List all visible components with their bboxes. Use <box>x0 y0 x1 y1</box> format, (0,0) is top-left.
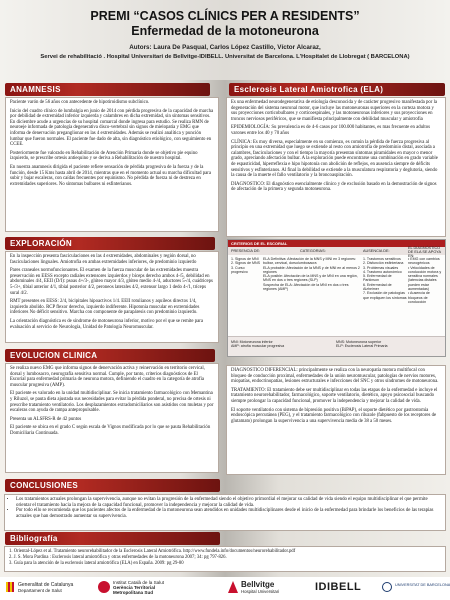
logo-ics-text: Institut Català de la Salut <box>113 580 165 585</box>
diagnostico-paragraph: DIAGNOSTICO DIFERENCIAL: principalmente se realiza con la neuropatía motora multifocal con bloqueo de conducción proximal, enfermedades de la unión neuromuscular, patologías de nervios motores, miopatías, endocrinopatías, lesiones estructurales e infecciones del SNC y otros síndromes de motoneurona. <box>231 368 439 385</box>
exploracion-paragraph: RMT presentes en EESS: 2/4, bicipitales hipoactivos 1/4. EEII rotulianos y aquíleos directos 1/4, izquierdo abolido. RCP flexor derecho, izquierdo indiferente. Hipotonía muscular en extremidades inferiores No déficit sensitivo. Marcha con componente de parapáresis con predominio izquierdo. <box>10 299 200 316</box>
esclerosis-box <box>226 97 446 237</box>
authors: Autors: Laura De Pasqual, Carlos López Castillo, Víctor Alcaraz, <box>129 44 321 51</box>
logo-idibell-text: IDIBELL <box>315 581 362 593</box>
esclerosis-paragraph: CLÍNICA: Es muy diversa, especialmente en su comienzo, es común la pérdida de fuerza progresiva al principio en una extremidad que luego se extiende al resto con amiotrofia de predominio distal, asociada a calambres, fasciculaciones y con el tiempo la mayoría presentan síntomas piramidales en mayor o menor grado, apreciando afectación bulbar. A la exploración puede encontrarse una combinación en grado variable de espasticidad, hiperreflexia e hipo hipotonía con abolición de reflejos, en ausencia siempre de déficits sensitivos y esfinterianos. Al final la debilidad se extiende a la musculatura respiratoria y deglutoria, siendo la causa de la muerte el fallo ventilatorio y la broncoaspiración. <box>231 139 438 179</box>
exploracion-paragraph: La orientación diagnóstica es de síndrome de motoneurona inferior, motivo por el que se remite para evaluación al servicio de Neurología, Unidad de Patología Neuromuscular. <box>10 318 203 330</box>
ub-seal-icon <box>382 582 392 592</box>
exploracion-paragraph: Pares craneales normofuncionantes. El examen de la fuerza muscular de las extremidades muestra preservación en EESS excepto radiales extensores izquierdos y bíceps derecho ambos 4-/5, debilidad en abdominales 4/4, EEII (D/I): psoas 4+/3-, glúteo mayor 4/3, glúteo medio 4-/4, aductores 5-/4, cuádriceps 5-/3+, tibial anterior 4/1, tibial posterior 4/2, peroneos laterales 4/2, extensor largo 1 dedo 4-/1, tríceps sural 4/2. <box>10 268 213 296</box>
logo-bellvitge-sub: Hospital Universitari <box>241 589 280 594</box>
anamnesis-paragraph: En nuestra anamnesis dirigida el paciente refiere sensación de pérdida progresiva de la fuerza y de la función, desde 15 Kms hasta abril de 2014, mientras que en el momento actual su marcha dificultad para subir y bajar escaleras, con caídas frecuentes por equinismo. No pérdida de fuerza ni de destreza en extremidades superiores. No síntomas bulbares ni esfinterianos. <box>10 164 212 187</box>
table-footnotes <box>228 336 445 357</box>
table-header-categorias: CATEGORIAS: <box>300 249 326 253</box>
bibliografia-box <box>4 546 446 572</box>
evolucion-paragraph: Presenta un ALSFRS-R de 42 puntos <box>10 416 82 422</box>
evolucion-paragraph: Se realiza nuevo EMG que informa signos de denervación activa y reinervación en territorio cervical, dorsal y lumbosacro, neurografía sensitiva normal. Cumple, por tanto, criterios diagnósticos de El Escorial para enfermedad primaria de neurona motora, definiendo el cuadro en la categoría de atrofia muscular progresiva (AMP). <box>10 366 205 388</box>
anamnesis-paragraph: Posteriormente fue valorado en Rehabilitación de Atención Primaria donde se objetivo pie equino izquierdo, se prescribe ortesis antiequino y se deriva a Rehabilitación de nuestro hospital. <box>10 150 198 162</box>
logo-generalitat-text: Generalitat de Catalunya <box>18 582 74 588</box>
diagnostico-paragraph: El soporte ventilatorio con sistema de bipresión positiva (BiPAP), el soporte dietético por gastrostomía endoscópica percutánea (PEG), y el tratamiento farmacológico con riluzole (fabpuesto de los receptores de glutamato) prolongan la supervivencia a una supervivencia media de 38 a 50 meses. <box>231 407 437 424</box>
diagnostico-paragraph: TRATAMIENTO: El tratamiento debe ser multidisciplinar en todas las etapas de la enfermedad e incluye el tratamiento neurorehabilitador, farmacológico, soporte ventilatorio, dietético, apoyo psicosocial buscando siempre prolongar la capacidad funcional, promover la independencia y mejorar la calidad de vida. <box>231 387 438 404</box>
table-cell-diagnostico: • EMG con cambios neurogénicos • Velocidades de conducción motora y sensitiva normales (latencias distales pueden estar aumentadas) • Ausencia de bloqueos de conducción <box>408 257 442 304</box>
logo-idibell <box>315 580 370 594</box>
section-heading-evolucion: EVOLUCION CLINICA <box>5 349 215 362</box>
logo-ub-text: UNIVERSITAT DE BARCELONA <box>395 583 450 587</box>
table-header-presencia: PRESENCIA DE: <box>231 249 261 253</box>
exploracion-box <box>5 251 219 343</box>
section-heading-conclusiones: CONCLUSIONES <box>5 479 220 492</box>
section-heading-esclerosis: Esclerosis Lateral Amiotrofica (ELA) <box>229 83 445 96</box>
conclusion-item: • Por todo ello se recomienda que los pacientes afectos de la enfermedad de la motoneurona sean atendidos en unidades multidisciplinares desde el inicio de la enfermedad para brindarle los beneficios de las terapias actuales que han demostrado aumentar su supervivencia. <box>16 508 441 519</box>
poster-header <box>0 0 450 80</box>
table-cell-categorias: ELA Definitiva: Afectación de la MNS y MNI en 3 regiones: bulbar, cervical, dorsolumbosacra ELA probable: Afectación de la MNS y de MNI en al menos 2 regiones ELA posible: Afectación de la MNS y de MNI en una región, MNS en dos o tres regiones (SLP) Sospecha de ELA: Afectación de la MNI en dos o tres regiones (AMP) <box>263 257 360 292</box>
section-heading-exploracion: EXPLORACIÓN <box>5 237 215 250</box>
table-header-row <box>228 246 445 258</box>
exploracion-paragraph: En la inspección presenta fasciculaciones en las 4 extremidades, abdominales y región dorsal, no fasciculaciones linguales. Amiotrofia en ambas extremidades inferiores, de predominio izquierdo <box>10 254 197 265</box>
table-header-ausencia: AUSENCIA DE: <box>363 249 390 253</box>
logo-ics-territorial: Gerència Territorial <box>113 585 156 590</box>
table-footnote-right: MNS: Motoneurona superior ELP: Esclerosis Lateral Primaria <box>336 340 388 349</box>
bibliography-item: 1. Oriental-López et al. Tratamiento neurorehabilitador de la Esclerosis Lateral Amiotrófica. http://www.fundela.info/documentos/neurorehabilitador.pdf <box>9 549 296 554</box>
bellvitge-mark-icon <box>228 581 238 593</box>
table-title: CRITERIOS DE EL ESCORIAL <box>228 240 445 247</box>
affiliation: Servei de rehabilitació . Hospital Universitari de Bellvitge-IDIBELL. Universitat de Barcelona. L'Hospitalet de Llobregat ( BARCELONA) <box>40 54 410 60</box>
anamnesis-paragraph: Paciente varón de 56 años con antecedente de hipotiroidismo subclínico. <box>10 100 150 105</box>
footer-logos <box>0 577 450 600</box>
evolucion-paragraph: El paciente es valorado en la unidad multidisciplinar. Se inicia tratamiento farmacológico con Memantina y Riluzol, se pauta dieta ajustada sus necesidades para evitar la pérdida ponderal, no precisa de ortesis ni prescribe tratamiento ventilatorio. Los desplazamientos extradomiciliarios son asistidos con muletas y por escaleras con ayuda de rampa antepropulsable. <box>10 391 214 414</box>
section-heading-anamnesis: ANAMNESIS <box>5 83 210 96</box>
ics-mark-icon <box>98 581 110 593</box>
poster-subtitle: Enfermedad de la motoneurona <box>131 24 319 38</box>
catalonia-flag-icon <box>6 582 14 592</box>
esclerosis-paragraph: EPIDEMIOLOGÍA: Su prevalencia es de 4-6 casos por 100.000 habitantes, es mas frecuente en adultos varones entre los 40 y 70 años <box>231 125 431 136</box>
logo-bellvitge-text: Bellvitge <box>241 580 275 589</box>
evolucion-paragraph: El paciente se ubica en el grado C según escala de Vignos modificada por lo que se pauta Rehabilitación Domiciliaria Continuada. <box>10 425 211 436</box>
logo-generalitat-dept: Departament de Salut <box>18 588 62 593</box>
bibliography-item: 2. J. S. Mora Pardina : Esclerosis lateral amiotrófica y otras enfermedades de la motoneurona 2007; 34: pg 797-826. <box>9 555 227 561</box>
esclerosis-paragraph: Es una enfermedad neurodegenerativa de etiología desconocida y de carácter progresivo manifestada por la degeneración del sistema neuronal motor, que incluye las motoneuronas superiores en la corteza motora y sus proyecciones corticobulbares y corticoespinales, y las motoneuronas inferiores y sus proyecciones en troncos nerviosos periféricos, que se manifiesta principalmente con debilidad muscular y amiotrofia <box>231 100 438 122</box>
table-cell-presencia: 1. Signos de MNI 2. Signos de MNS 3. Curso progresivo <box>231 257 260 274</box>
poster-title: PREMI “CASOS CLÍNICS PER A RESIDENTS” <box>90 9 360 23</box>
bibliography-item: 3. Guía para la atención de la esclerosis lateral amiotrófica (ELA) en España. 2009: pg 29-80 <box>9 561 184 567</box>
table-header-diagnostico: EL DIAGNÓSTICO DE ELA SE APOYA EN: <box>408 246 441 258</box>
table-cell-ausencia: 1. Trastornos sensitivos 2. Disfunción esfinteriana 3. Problemas visuales 4. Trastorno autonómico 5. Enfermedad de Parkinson 6. Enfermedad de Alzheimer 7. Exclusión de patologías que expliquen los síntomas <box>363 257 407 300</box>
conclusiones-box <box>4 494 446 531</box>
logo-ics-metropolitana: Metropolitana Sud <box>113 590 154 595</box>
evolucion-box <box>5 363 219 473</box>
el-escorial-criteria-table <box>227 239 446 357</box>
esclerosis-paragraph: DIAGNOSTICO: El diagnóstico esencialmente clínico y de exclusión basado en la demostración de signos de afectación de la primera y segunda motoneurona. <box>231 181 437 193</box>
anamnesis-box <box>5 97 219 232</box>
diagnostico-box <box>226 365 446 475</box>
anamnesis-paragraph: Inicio del cuadro clínico de lumbalgia en junio de 2014 con pérdida progresiva de la capacidad de marcha por debilidad de extremidad inferior izquierda y calambres en dicha extremidad, sin síntomas sensitivos. En diciembre acude a urgencias de su hospital comarcal donde ingresa para estudio. Se realiza RMN de neuroeje informada de patología degenerativa disco-vertebral sin signos de mielopatía y EMG que informa de denervación preganglionar en las 4 extremidades. Además se realizó analítica y punción lumbar que fueron normales. El paciente fue dado de alta, sin diagnóstico etiológico, con seguimiento en CCEE. <box>10 108 214 148</box>
conclusion-item: • Los tratamientos actuales prolongan la supervivencia, aunque no evitan la progresión de la enfermedad siendo el objetivo primordial el mejorar su calidad de vida siendo el equipo multidisciplinar el que permite orientar el tratamiento hacia la mejora de la capacidad funcional, promover la independencia y mejorar la calidad de vida. <box>16 497 441 508</box>
section-heading-bibliografia: Bibliografía <box>5 532 220 545</box>
table-footnote-left: MNI: Motoneurona inferior AMP: atrofia muscular progresiva <box>231 340 285 349</box>
